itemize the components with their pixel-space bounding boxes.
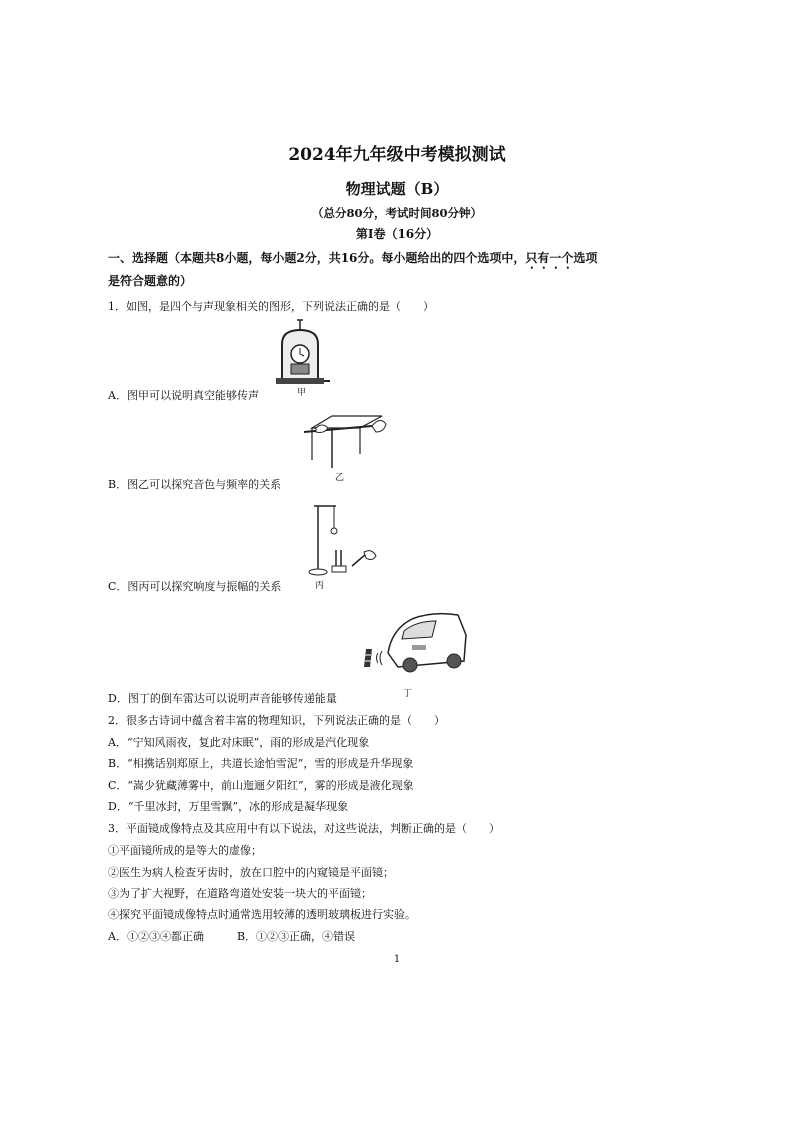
exam-title: 2024年九年级中考模拟测试 bbox=[288, 145, 506, 165]
exam-subtitle: 物理试题（B） bbox=[345, 180, 449, 198]
volume-heading: 第Ⅰ卷（16分） bbox=[355, 227, 439, 241]
figure-label-bing: 丙 bbox=[315, 581, 325, 591]
figure-label-ding: 丁 bbox=[403, 689, 413, 699]
q1-option-b: B．图乙可以探究音色与频率的关系 bbox=[108, 478, 282, 491]
q3-options-row: A．①②③④都正确 B．①②③正确，④错误 bbox=[108, 930, 356, 943]
q1-stem: 1．如图，是四个与声现象相关的图形，下列说法正确的是（ ） bbox=[108, 300, 434, 313]
q3-statement-3: ③为了扩大视野，在道路弯道处安装一块大的平面镜； bbox=[108, 887, 372, 900]
q3-statement-2: ②医生为病人检查牙齿时，放在口腔中的内窥镜是平面镜； bbox=[108, 866, 394, 879]
q2-option-c: C．“嵩少犹藏薄雾中，前山迤逦夕阳红”，雾的形成是液化现象 bbox=[108, 779, 414, 792]
section-heading-line2: 是符合题意的） bbox=[108, 274, 193, 288]
q2-option-a: A．“宁知风雨夜，复此对床眠”，雨的形成是汽化现象 bbox=[108, 736, 370, 749]
figure-label-jia: 甲 bbox=[297, 388, 307, 398]
q2-option-b: B．“相携话别郑原上，共道长途怕雪泥”，雪的形成是升华现象 bbox=[108, 757, 414, 770]
tuning-fork-figure bbox=[306, 500, 386, 578]
q3-statement-4: ④探究平面镜成像特点时通常选用较薄的透明玻璃板进行实验。 bbox=[108, 908, 416, 921]
section-heading bbox=[108, 249, 597, 272]
q2-option-d: D．“千里冰封，万里雪飘”，冰的形成是凝华现象 bbox=[108, 800, 349, 813]
q1-option-c: C．图丙可以探究响度与振幅的关系 bbox=[108, 580, 282, 593]
section-heading-tail: 选项 bbox=[573, 251, 598, 265]
q3-stem: 3．平面镜成像特点及其应用中有以下说法，对这些说法，判断正确的是（ ） bbox=[108, 822, 500, 835]
section-heading-main: 一、选择题（本题共8小题，每小题2分，共16分。每小题给出的四个选项中， bbox=[108, 251, 526, 265]
q2-stem: 2．很多古诗词中蕴含着丰富的物理知识，下列说法正确的是（ ） bbox=[108, 714, 445, 727]
car-radar-figure bbox=[358, 605, 470, 683]
exam-note: （总分80分，考试时间80分钟） bbox=[311, 206, 482, 220]
ruler-table-figure bbox=[302, 408, 394, 470]
section-heading-emphasis: 只有一个 bbox=[525, 251, 574, 265]
figure-label-yi: 乙 bbox=[335, 473, 345, 483]
q3-statement-1: ①平面镜所成的是等大的虚像； bbox=[108, 844, 262, 857]
page-number: 1 bbox=[393, 954, 401, 965]
q1-option-a: A．图甲可以说明真空能够传声 bbox=[108, 389, 259, 402]
q1-option-d: D．图丁的倒车雷达可以说明声音能够传递能量 bbox=[108, 692, 337, 705]
